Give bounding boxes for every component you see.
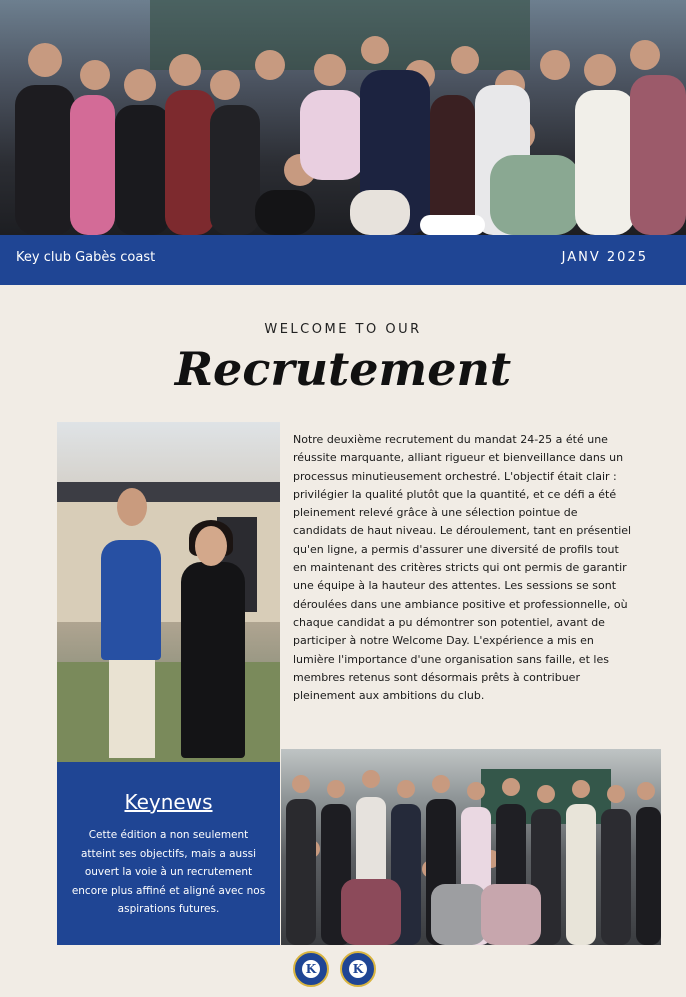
team-group-photo — [281, 749, 661, 945]
person-man-jacket — [101, 540, 161, 660]
issue-date: JANV 2025 — [561, 250, 648, 265]
key-club-logo — [340, 951, 376, 987]
person-man-trousers — [109, 658, 155, 758]
person-woman-outfit — [181, 562, 245, 758]
keynews-title: Keynews — [124, 790, 213, 814]
recruitment-photo — [57, 422, 280, 762]
group-photo-crowd — [0, 30, 686, 235]
key-club-logo-letter: K — [302, 960, 320, 978]
keynews-box — [57, 762, 280, 945]
person-woman-head — [195, 526, 227, 566]
person-man-head — [117, 488, 147, 526]
logos-row — [0, 949, 686, 993]
hero-group-photo — [0, 0, 686, 235]
page-title: Recrutement — [174, 342, 512, 396]
building-roof — [57, 482, 280, 504]
key-club-logo — [293, 951, 329, 987]
key-club-logo-letter: K — [349, 960, 367, 978]
team-photo-crowd — [281, 749, 661, 945]
header-banner — [0, 235, 686, 285]
welcome-subtitle: WELCOME TO OUR — [264, 322, 422, 337]
article-body: Notre deuxième recrutement du mandat 24-25 a été une réussite marquante, alliant rigueur et bienveillance dans un processus minutieusement orchestré. L'objectif était clair : privilégier la qualité plutôt que la quantité, et ce défi a été pleinement relevé grâce à une sélection pointue de candidats de haut niveau. Le déroulement, tant en présentiel qu'en ligne, a permis d'assurer une diversité de profils tout en maintenant des critères stricts qui ont permis de garantir une équipe à la hauteur des attentes. Les sessions se sont déroulées dans une ambiance positive et professionnelle, où chaque candidat a pu démontrer son potentiel, avant de participer à notre Welcome Day. L'expérience a mis en lumière l'importance d'une organisation sans faille, et les membres retenus sont désormais prêts à contribuer pleinement aux ambitions du club. — [293, 433, 632, 703]
keynews-text: Cette édition a non seulement atteint ses objectifs, mais a aussi ouvert la voie à un recrutement encore plus affiné et aligné avec nos aspirations futures. — [71, 829, 266, 915]
club-name: Key club Gabès coast — [16, 250, 156, 265]
lawn — [57, 662, 280, 762]
